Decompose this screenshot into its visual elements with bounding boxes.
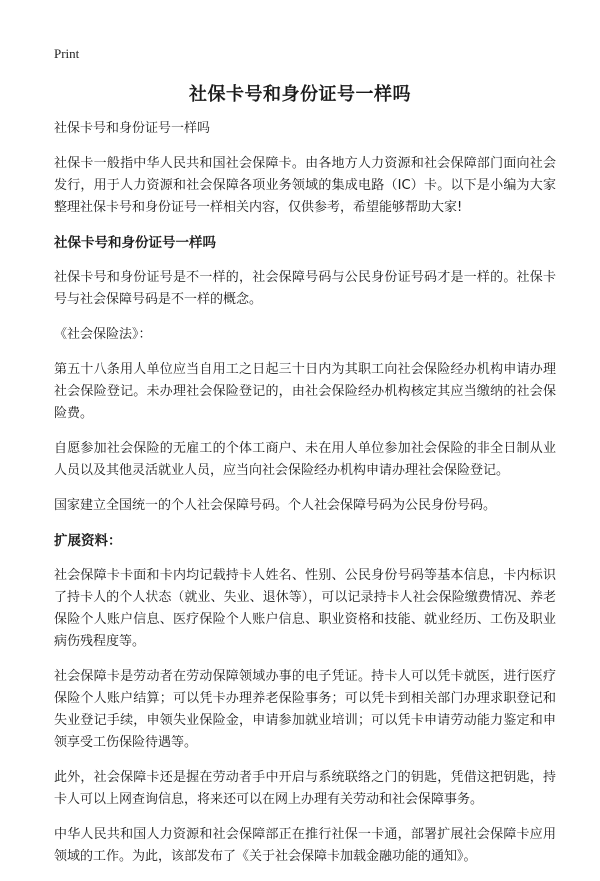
paragraph: 自愿参加社会保险的无雇工的个体工商户、未在用人单位参加社会保险的非全日制从业人员以及其他灵活就业人员，应当向社会保险经办机构申请办理社会保险登记。 [54, 441, 556, 478]
article-subtitle: 社保卡号和身份证号一样吗 [54, 121, 211, 136]
section-heading: 扩展资料： [54, 533, 122, 549]
intro-paragraph: 社保卡一般指中华人民共和国社会保障卡。由各地方人力资源和社会保障部门面向社会发行，用于人力资源和社会保障各项业务领域的集成电路（IC）卡。以下是小编为大家整理社保卡号和身份证号一样相关内容，仅供参考，希望能够帮助大家! [54, 156, 556, 215]
print-link[interactable]: Print [54, 46, 80, 61]
paragraph: 社会保障卡卡面和卡内均记载持卡人姓名、性别、公民身份号码等基本信息，卡内标识了持卡人的个人状态（就业、失业、退休等），可以记录持卡人社会保险缴费情况、养老保险个人账户信息、医疗保险个人账户信息、职业资格和技能、就业经历、工伤及职业病伤残程度等。 [54, 568, 556, 649]
paragraph: 社保卡号和身份证号是不一样的，社会保障号码与公民身份证号码才是一样的。社保卡号与社会保障号码是不一样的概念。 [54, 270, 556, 307]
paragraph: 中华人民共和国人力资源和社会保障部正在推行社保一卡通，部署扩展社会保障卡应用领域的工作。为此，该部发布了《关于社会保障卡加载金融功能的通知》。 [54, 827, 556, 864]
article-body [54, 118, 556, 881]
paragraph: 社会保障卡是劳动者在劳动保障领域办事的电子凭证。持卡人可以凭卡就医，进行医疗保险个人账户结算；可以凭卡办理养老保险事务；可以凭卡到相关部门办理求职登记和失业登记手续，申领失业保险金，申请参加就业培训；可以凭卡申请劳动能力鉴定和申领享受工伤保险待遇等。 [54, 669, 556, 750]
page-title: 社保卡号和身份证号一样吗 [189, 84, 411, 105]
paragraph: 国家建立全国统一的个人社会保障号码。个人社会保障号码为公民身份号码。 [54, 498, 497, 513]
law-title: 《社会保险法》： [54, 327, 152, 342]
paragraph: 第五十八条用人单位应当自用工之日起三十日内为其职工向社会保险经办机构申请办理社会保险登记。未办理社会保险登记的，由社会保险经办机构核定其应当缴纳的社会保险费。 [54, 362, 556, 421]
paragraph: 此外，社会保障卡还是握在劳动者手中开启与系统联络之门的钥匙，凭借这把钥匙，持卡人可以上网查询信息，将来还可以在网上办理有关劳动和社会保障事务。 [54, 770, 556, 807]
section-heading: 社保卡号和身份证号一样吗 [54, 235, 216, 251]
